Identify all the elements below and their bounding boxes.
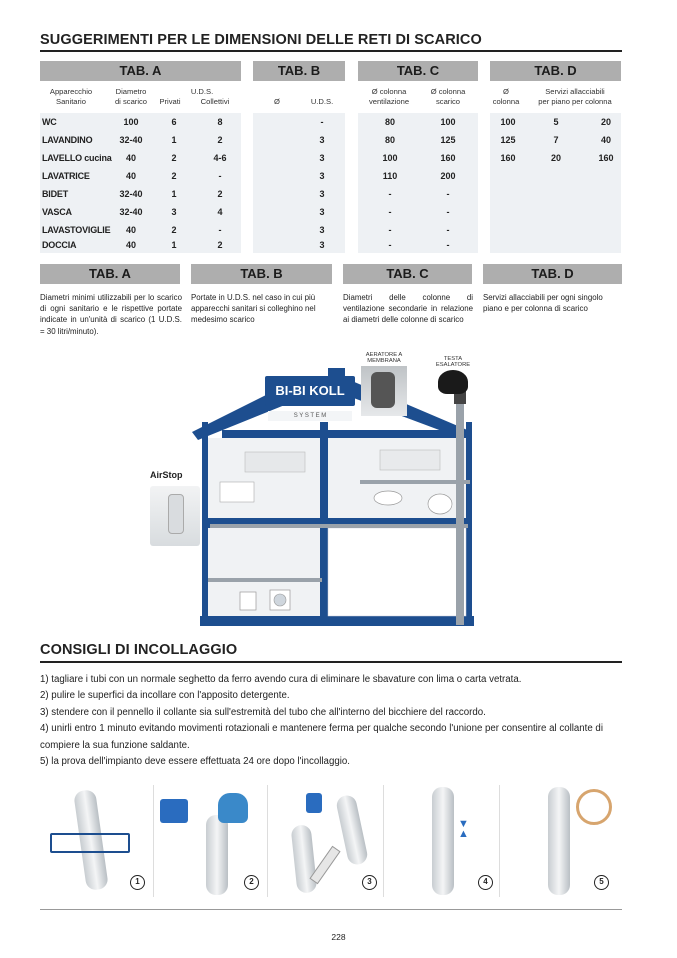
row-priv: 3 [171,207,177,217]
row-diam: 32-40 [119,207,143,217]
row-c-scar: - [446,207,450,217]
step-number: 1 [130,875,145,890]
aeratore-icon [371,372,395,408]
section-title: CONSIGLI DI INCOLLAGGIO [40,642,238,658]
row-c-vent: 100 [382,153,398,163]
col-d-serv: Servizi allacciabili per piano per colonna [538,87,612,106]
row-c-scar: 125 [440,135,456,145]
row-diam: 100 [123,117,139,127]
photo-step-1 [40,785,154,897]
row-diam: 40 [125,171,136,181]
tab-c-header-2: TAB. C [343,264,472,284]
step-number: 2 [244,875,259,890]
row-c-vent: 110 [382,171,398,181]
col-apparecchio: Apparecchio Sanitario [49,87,93,106]
brand-logo [265,376,355,406]
row-b-uds: - [320,117,324,127]
row-coll: 4-6 [213,153,227,163]
tab-b-header: TAB. B [253,61,345,81]
row-name: DOCCIA [42,240,77,250]
pipe-icon [206,815,228,895]
row-name: VASCA [42,207,72,217]
title-rule [40,50,622,52]
tab-a-header: TAB. A [40,61,241,81]
row-b-uds: 3 [319,135,325,145]
row-priv: 2 [171,171,177,181]
footer-rule [40,909,622,910]
aeratore-photo [361,366,407,416]
row-diam: 32-40 [119,135,143,145]
testa-esalatore-icon [438,370,468,394]
tab-d-header: TAB. D [490,61,621,81]
row-priv: 6 [171,117,177,127]
row-name: WC [42,117,57,127]
tab-d-header-2: TAB. D [483,264,622,284]
row-c-scar: 160 [440,153,456,163]
col-b-uds: U.D.S. [310,97,334,106]
tab-b-header-2: TAB. B [191,264,332,284]
aeratore-label: AERATORE A MEMBRANA [365,352,403,364]
row-d-colonna: 160 [598,153,614,163]
row-c-vent: 80 [384,117,395,127]
row-d-colonna: 40 [600,135,611,145]
tab-c-header: TAB. C [358,61,478,81]
row-diam: 32-40 [119,189,143,199]
row-diam: 40 [125,153,136,163]
col-b-diam: Ø [274,97,280,106]
row-b-uds: 3 [319,189,325,199]
airstop-photo [150,486,200,546]
row-coll: 2 [217,135,223,145]
step-4: 4) unirli entro 1 minuto evitando movimenti rotazionali e mantenere ferma per qualche secondo l'unione per consentire al collante di compiere la sua funzione saldante. [40,723,603,751]
arrows-icon: ▼ ▲ [458,818,469,840]
airstop-logo: AirStop [150,470,183,480]
row-name: LAVATRICE [42,171,90,181]
saw-icon [50,833,130,853]
fitting-icon [335,794,369,867]
pipe-icon [291,824,318,894]
airstop-fitting-icon [168,494,184,534]
row-priv: 1 [171,135,177,145]
brand-name: BI-BI KOLL [275,383,345,398]
tab-b-description: Portate in U.D.S. nel caso in cui più apparecchi sanitari si colleghino nel medesimo scarico [191,293,316,325]
photo-step-4 [388,785,500,897]
joined-pipe-icon [432,787,454,895]
row-coll: 2 [217,189,223,199]
step-5: 5) la prova dell'impianto deve essere effettuata 24 ore dopo l'incollaggio. [40,756,350,768]
row-name: LAVELLO cucina [42,153,112,163]
row-priv: 1 [171,240,177,250]
row-c-vent: - [388,207,392,217]
row-coll: - [218,171,222,181]
tab-d-description: Servizi allacciabili per ogni singolo piano e per colonna di scarico [483,293,603,314]
tab-c-description: Diametri delle colonne di ventilazione secondarie in relazione ai diametri delle colonne di scarico [343,293,473,325]
row-coll: - [218,225,222,235]
col-d-col: Ø colonna [492,87,520,106]
step-3: 3) stendere con il pennello il collante sia sull'estremità del tubo che all'interno del bicchiere del raccordo. [40,706,486,718]
brand-subtitle: S Y S T E M [268,411,352,421]
page-title: SUGGERIMENTI PER LE DIMENSIONI DELLE RETI DI SCARICO [40,32,482,48]
row-c-vent: 80 [384,135,395,145]
col-c-scar: Ø colonna scarico [430,87,466,106]
step-number: 4 [478,875,493,890]
row-name: LAVASTOVIGLIE [42,225,111,235]
row-b-uds: 3 [319,153,325,163]
row-b-uds: 3 [319,171,325,181]
step-2: 2) pulire le superfici da incollare con l'apposito detergente. [40,690,290,702]
step-number: 3 [362,875,377,890]
page-number: 228 [331,932,346,942]
row-diam: 40 [125,240,136,250]
row-priv: 1 [171,189,177,199]
col-collettivi: Collettivi [200,97,230,106]
row-diam: 40 [125,225,136,235]
col-diametro: Diametro di scarico [114,87,148,106]
row-coll: 2 [217,240,223,250]
row-c-vent: - [388,240,392,250]
row-d-piano: 7 [553,135,559,145]
row-b-uds: 3 [319,207,325,217]
row-priv: 2 [171,153,177,163]
row-c-vent: - [388,225,392,235]
row-c-scar: - [446,225,450,235]
row-name: BIDET [42,189,69,199]
glue-can-icon [306,793,322,813]
row-c-vent: - [388,189,392,199]
row-d-col: 100 [500,117,516,127]
row-priv: 2 [171,225,177,235]
col-uds: U.D.S. [190,87,214,96]
row-d-col: 125 [500,135,516,145]
photo-step-2 [156,785,268,897]
tab-a-header-2: TAB. A [40,264,180,284]
row-c-scar: - [446,189,450,199]
steps-list [40,672,622,770]
row-coll: 8 [217,117,223,127]
photo-step-3 [272,785,384,897]
section-rule [40,661,622,663]
row-d-col: 160 [500,153,516,163]
step-1: 1) tagliare i tubi con un normale seghetto da ferro avendo cura di eliminare le sbavature con lima o carta vetrata. [40,674,522,685]
col-privati: Privati [159,97,181,106]
col-c-vent: Ø colonna ventilazione [368,87,410,106]
tab-a-description: Diametri minimi utilizzabili per lo scarico di ogni sanitario e le rispettive portate indicate in un'unità di scarico (1 U.D.S. = 30 litri/minuto). [40,293,182,336]
row-c-scar: 200 [440,171,456,181]
testa-label: TESTA ESALATORE [435,356,471,368]
row-coll: 4 [217,207,223,217]
row-name: LAVANDINO [42,135,93,145]
row-c-scar: 100 [440,117,456,127]
step-number: 5 [594,875,609,890]
row-d-piano: 5 [553,117,559,127]
photo-step-5 [504,785,622,897]
row-c-scar: - [446,240,450,250]
row-b-uds: 3 [319,225,325,235]
pipe-icon [548,787,570,895]
clock-icon [576,789,612,825]
glove-hand-icon [218,793,248,823]
cleaner-can-icon [160,799,188,823]
row-d-piano: 20 [550,153,561,163]
row-d-colonna: 20 [600,117,611,127]
row-b-uds: 3 [319,240,325,250]
